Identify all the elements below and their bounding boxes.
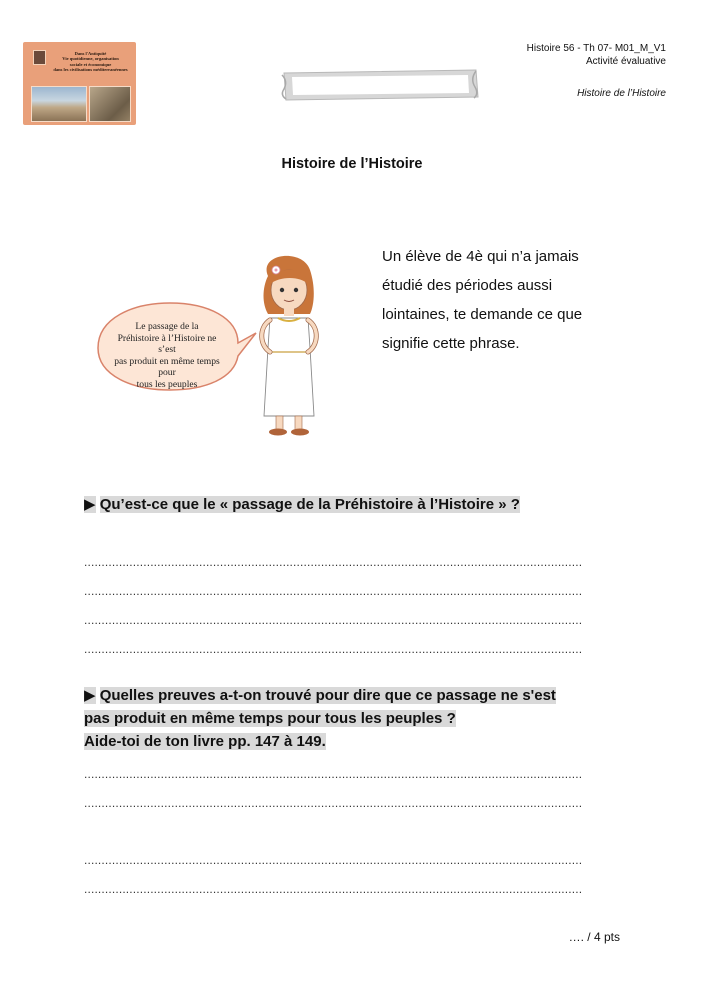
scroll-banner <box>278 67 482 103</box>
question-1 <box>84 493 520 516</box>
header-subtitle: Histoire de l’Histoire <box>577 88 666 99</box>
ruins-photo <box>89 86 131 122</box>
question-2-line-1: Quelles preuves a-t-on trouvé pour dire que ce passage ne s'est <box>99 687 556 704</box>
answer-line[interactable]: ............................................................................................................................................... <box>84 642 583 656</box>
logo-caption: Dans l'Antiquité Vie quotidienne, organisation sociale et économique dans les civilisations méditerranéennes <box>53 51 128 73</box>
question-1-text: Qu’est-ce que le « passage de la Préhistoire à l’Histoire » ? <box>99 496 520 513</box>
answer-line[interactable]: ............................................................................................................................................... <box>84 882 583 896</box>
answer-line[interactable]: ............................................................................................................................................... <box>84 555 583 569</box>
answer-line[interactable]: ............................................................................................................................................... <box>84 853 583 867</box>
logo-badge-icon <box>33 50 46 65</box>
page-title: Histoire de l’Histoire <box>281 156 423 172</box>
answer-line[interactable]: ............................................................................................................................................... <box>84 584 583 598</box>
triangle-bullet-icon: ▶ <box>84 687 96 704</box>
intro-paragraph: Un élève de 4è qui n’a jamais étudié des périodes aussi lointaines, te demande ce que signifie cette phrase. <box>382 248 583 352</box>
question-2-instruction: Aide-toi de ton livre pp. 147 à 149. <box>84 733 326 750</box>
temple-photo <box>31 86 87 122</box>
answer-line[interactable]: ............................................................................................................................................... <box>84 796 583 810</box>
speech-bubble-text: Le passage de la Préhistoire à l’Histoire ne s’est pas produit en même temps pour tous les peuples <box>114 321 220 390</box>
answer-line[interactable]: ............................................................................................................................................... <box>84 767 583 781</box>
answer-line[interactable]: ............................................................................................................................................... <box>84 613 583 627</box>
score-box: …. / 4 pts <box>568 930 620 944</box>
document-reference: Histoire 56 - Th 07- M01_M_V1 Activité évaluative <box>526 43 666 67</box>
theme-logo <box>23 42 136 125</box>
question-2 <box>84 684 556 753</box>
triangle-bullet-icon: ▶ <box>84 496 96 513</box>
question-2-line-2: pas produit en même temps pour tous les peuples ? <box>84 710 456 727</box>
